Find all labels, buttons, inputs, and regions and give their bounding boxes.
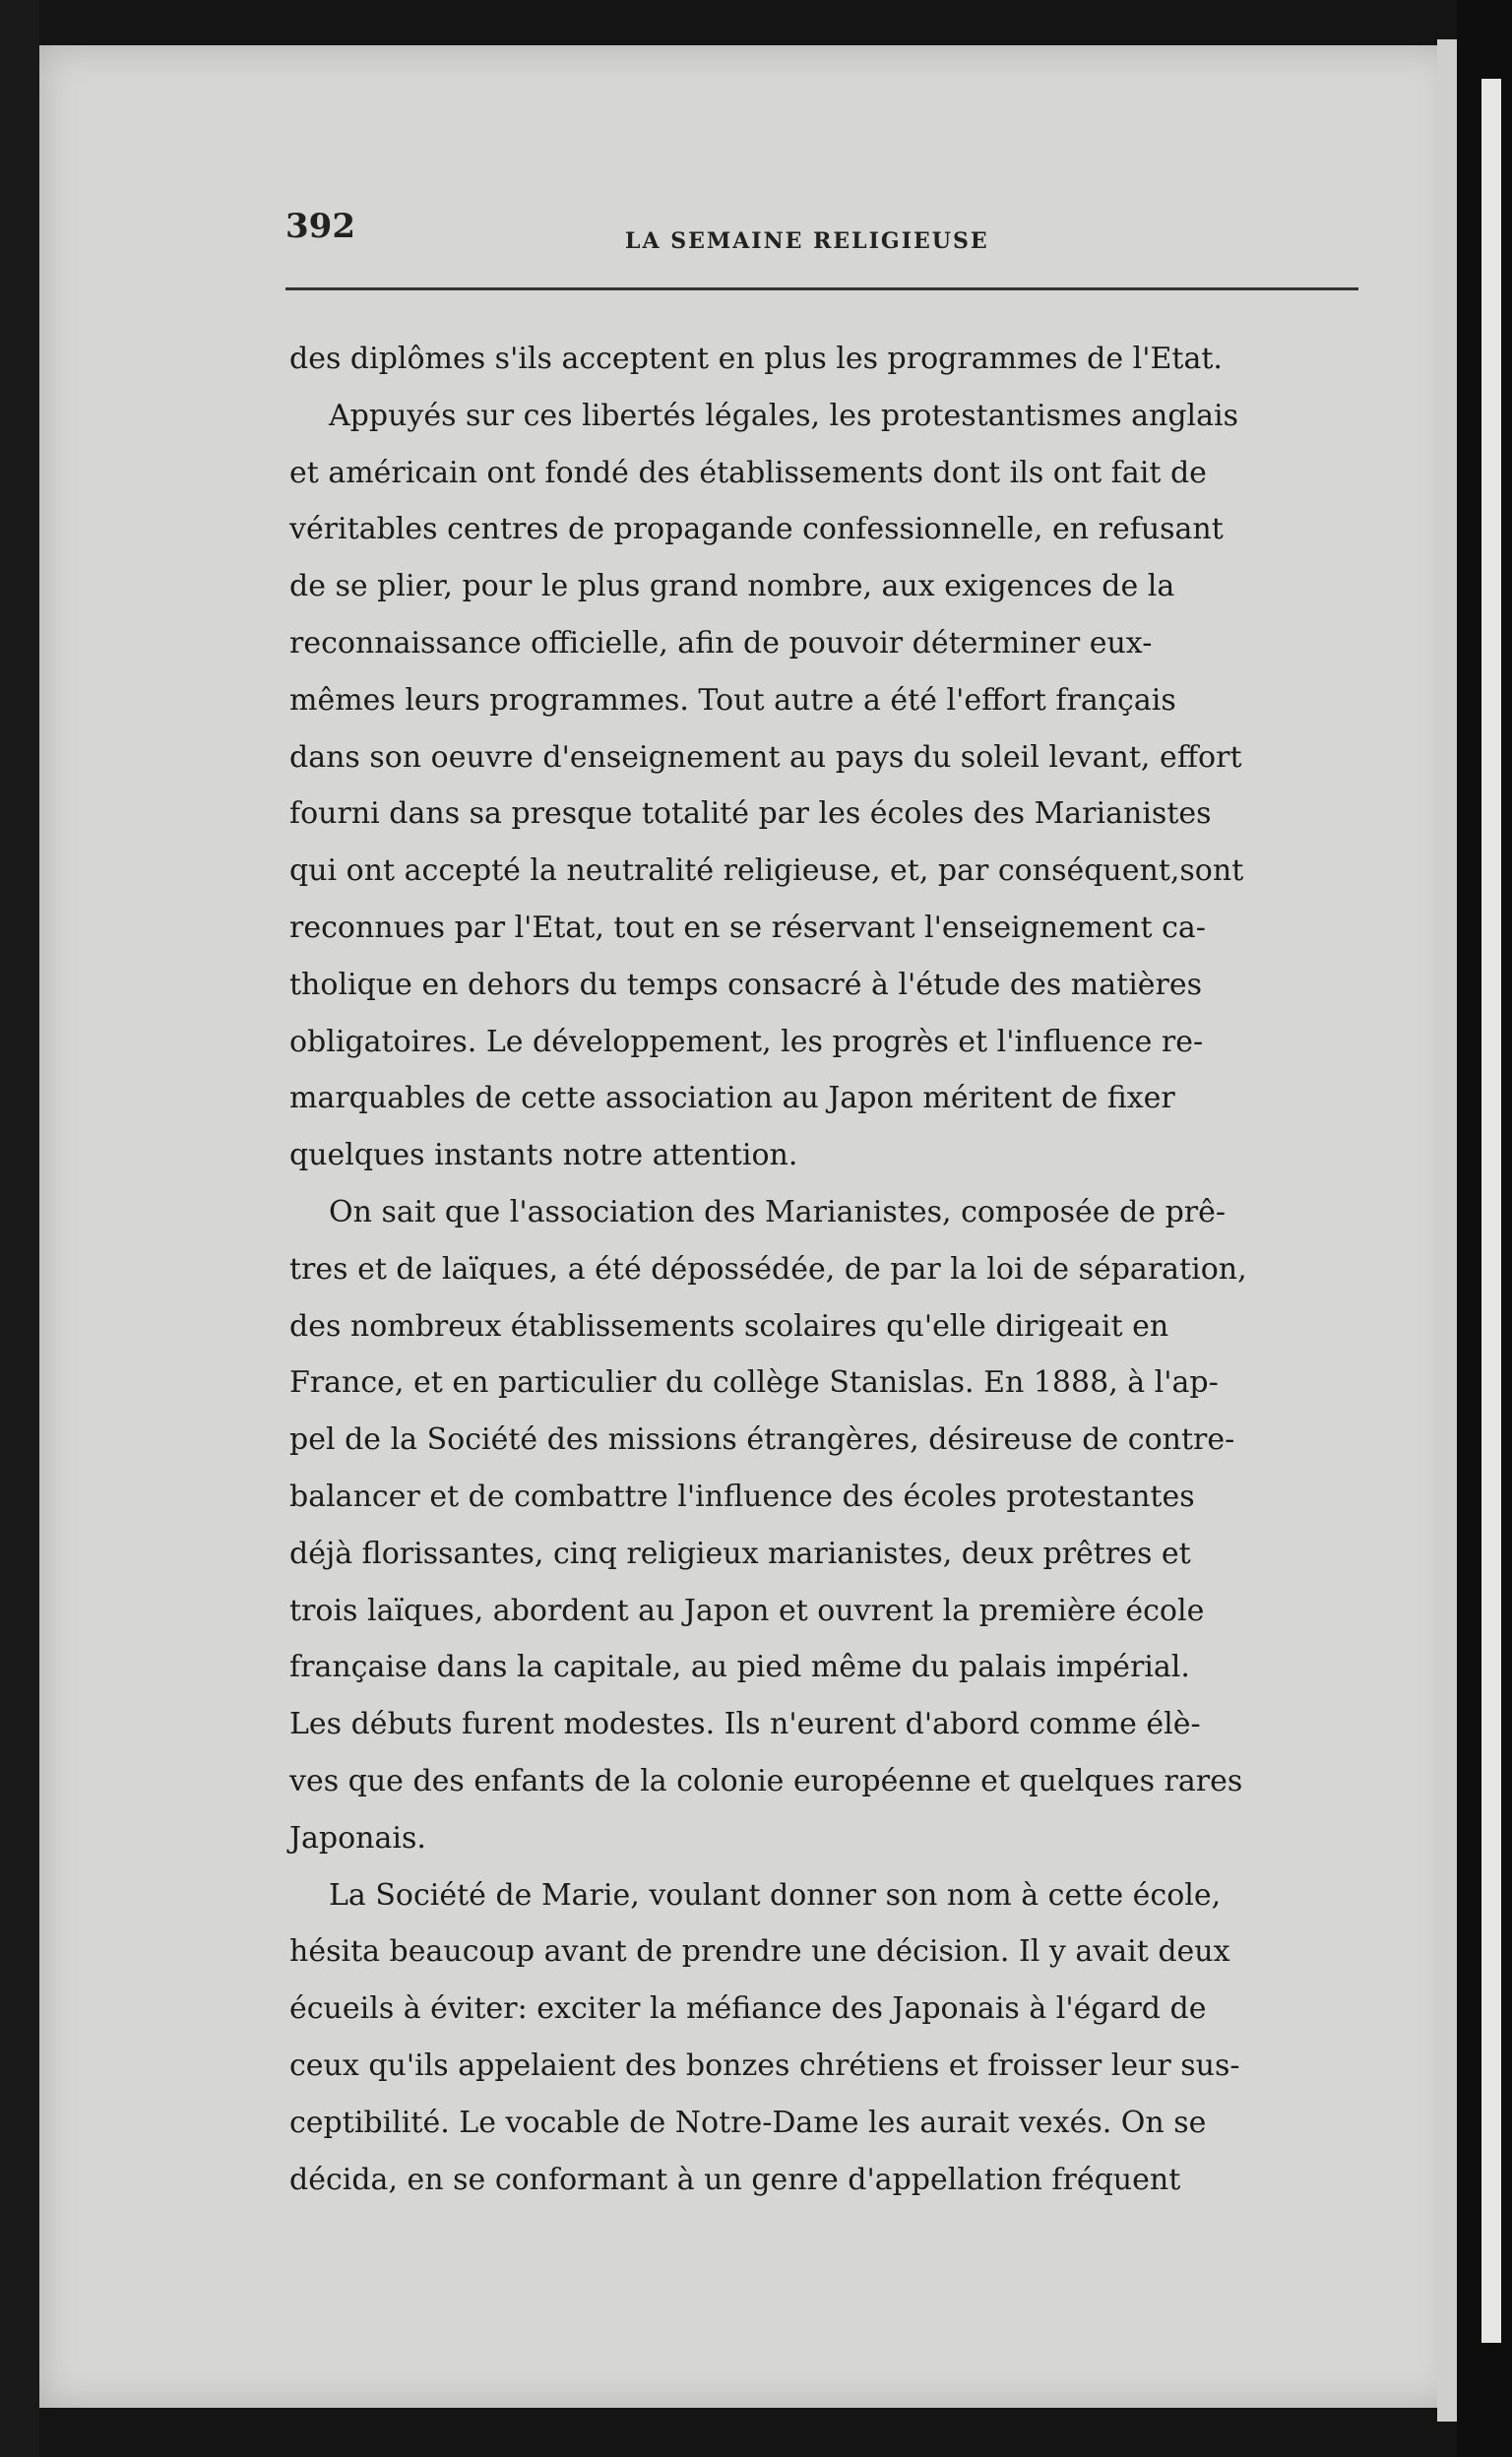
text-line: marquables de cette association au Japon méritent de fixer	[289, 1081, 1175, 1116]
text-line: Les débuts furent modestes. Ils n'eurent d'abord comme élè-	[289, 1707, 1201, 1742]
text-line: déjà florissantes, cinq religieux marianistes, deux prêtres et	[289, 1536, 1191, 1571]
text-line: La Société de Marie, voulant donner son nom à cette école,	[329, 1877, 1222, 1913]
text-line: On sait que l'association des Marianistes, composée de prê-	[329, 1194, 1227, 1229]
text-line: de se plier, pour le plus grand nombre, aux exigences de la	[289, 569, 1175, 604]
text-line: tres et de laïques, a été dépossédée, de par la loi de séparation,	[289, 1251, 1247, 1287]
text-line: balancer et de combattre l'influence des écoles protestantes	[289, 1479, 1195, 1514]
text-line: obligatoires. Le développement, les progrès et l'influence re-	[289, 1024, 1204, 1059]
text-line: mêmes leurs programmes. Tout autre a été l'effort français	[289, 682, 1176, 718]
text-line: ceux qu'ils appelaient des bonzes chrétiens et froisser leur sus-	[289, 2048, 1240, 2083]
page-header	[285, 207, 1368, 266]
text-line: française dans la capitale, au pied même du palais impérial.	[289, 1650, 1190, 1685]
text-line: qui ont accepté la neutralité religieuse, et, par conséquent,sont	[289, 853, 1244, 889]
text-line: des diplômes s'ils acceptent en plus les programmes de l'Etat.	[289, 342, 1223, 376]
body-text	[289, 331, 1372, 2208]
text-line: hésita beaucoup avant de prendre une décision. Il y avait deux	[289, 1934, 1230, 1970]
scan-border-left	[0, 0, 39, 2457]
adjacent-page-edge	[1481, 79, 1501, 2343]
text-line: fourni dans sa presque totalité par les écoles des Marianistes	[289, 796, 1212, 832]
header-rule	[285, 287, 1358, 290]
text-line: reconnues par l'Etat, tout en se réservant l'enseignement ca-	[289, 910, 1206, 945]
text-line: écueils à éviter: exciter la méfiance des Japonais à l'égard de	[289, 1991, 1207, 2027]
text-line: dans son oeuvre d'enseignement au pays du soleil levant, effort	[289, 739, 1242, 775]
text-line: ceptibilité. Le vocable de Notre-Dame les aurait vexés. On se	[289, 2105, 1207, 2140]
text-line: quelques instants notre attention.	[289, 1138, 798, 1173]
text-line: et américain ont fondé des établissements dont ils ont fait de	[289, 455, 1207, 490]
text-line: véritables centres de propagande confessionnelle, en refusant	[289, 512, 1224, 547]
text-line: Appuyés sur ces libertés légales, les protestantismes anglais	[329, 398, 1239, 433]
text-line: France, et en particulier du collège Stanislas. En 1888, à l'ap-	[289, 1365, 1219, 1401]
page-number: 392	[285, 207, 355, 246]
running-title: LA SEMAINE RELIGIEUSE	[625, 228, 989, 254]
text-line: tholique en dehors du temps consacré à l'étude des matières	[289, 967, 1203, 1002]
text-line: décida, en se conformant à un genre d'appellation fréquent	[289, 2162, 1181, 2197]
text-line: Japonais.	[289, 1820, 426, 1856]
text-line: reconnaissance officielle, afin de pouvoir déterminer eux-	[289, 625, 1153, 661]
text-line: pel de la Société des missions étrangères, désireuse de contre-	[289, 1422, 1235, 1458]
text-line: trois laïques, abordent au Japon et ouvrent la première école	[289, 1593, 1205, 1628]
text-line: ves que des enfants de la colonie européenne et quelques rares	[289, 1763, 1243, 1798]
text-line: des nombreux établissements scolaires qu'elle dirigeait en	[289, 1308, 1169, 1344]
